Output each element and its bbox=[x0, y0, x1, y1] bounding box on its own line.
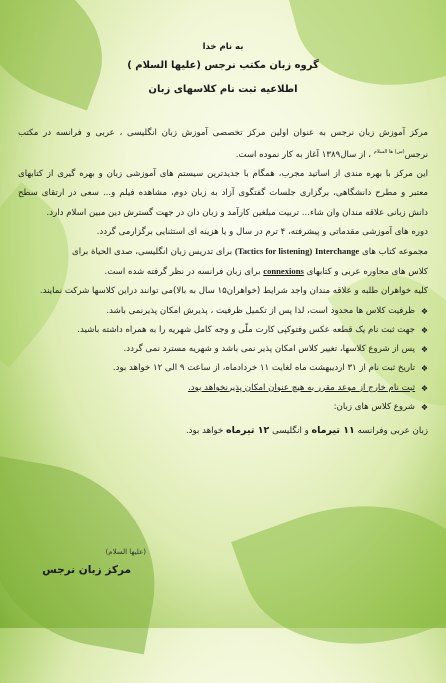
signature-name: مرکز زبان نرجس bbox=[42, 564, 131, 576]
paragraph-books: مجموعه کتاب های Interchange (Tactics for listening) برای تدریس زبان انگلیسی، صدی الحیاة برای bbox=[72, 246, 428, 258]
group-title: گروه زبان مکتب نرجس (علیها السلام ) bbox=[127, 60, 319, 71]
bullet-icon: ❖ bbox=[420, 383, 428, 393]
list-item: ❖ ظرفیت کلاس ها محدود است، لذا پس از تکمیل ظرفیت ، پذیرش امکان پذیرنمی باشد. bbox=[18, 302, 428, 321]
list-item: ❖ جهت ثبت نام یک قطعه عکس وفتوکپی کارت ملّی و وجه کامل شهریه را به همراه داشته باشید. bbox=[18, 321, 428, 340]
bullet-icon: ❖ bbox=[420, 402, 428, 412]
announcement-title: اطلاعیه ثبت نام کلاسهای زبان bbox=[148, 84, 298, 95]
bullet-icon: ❖ bbox=[420, 306, 428, 316]
start-dates: زبان عربی وفرانسه ۱۱ تیرماه و انگلیسی ۱۲ تیرماه خواهد بود. bbox=[185, 424, 428, 436]
signature-note: (علیها السلام) bbox=[105, 548, 146, 556]
list-item: ❖ ثبت نام خارج از موعد مقرر به هیچ عنوان امکان پذیرنخواهد بود. bbox=[18, 379, 428, 398]
list-item: ❖ تاریخ ثبت نام از ۳۱ اردیبهشت ماه لغایت ۱۱ خردادماه، از ساعت ۹ الی ۱۲ خواهد بود. bbox=[18, 359, 428, 378]
paragraph-method: این مرکز با بهره مندی از اساتید مجرب، همگام با جدیدترین سیستم های آموزشی زبان و بهره گیری از کتابهای معتبر و مطرح دانشگاهی، برگزاری جلسات گفتگوی آزاد به زبان دوم، مشاهده فیلم و... سعی در ارتقای سطح دانش زبانی علاقه مندان وان شاء... تربیت مبلغین کارآمد و زبان دان در جهت گسترش دین مبین اسلام دارد. bbox=[18, 169, 428, 218]
rules-list bbox=[18, 302, 428, 417]
bullet-icon: ❖ bbox=[420, 325, 428, 335]
basmala: به نام خدا bbox=[202, 42, 244, 52]
bullet-icon: ❖ bbox=[420, 364, 428, 374]
bullet-icon: ❖ bbox=[420, 345, 428, 355]
list-item: ❖ پس از شروع کلاسها، تغییر کلاس امکان پذیر نمی باشد و شهریه مسترد نمی گردد. bbox=[18, 340, 428, 359]
announcement-body bbox=[18, 124, 428, 441]
paragraph-books-2: کلاس های محاوره عربی و کتابهای connexions برای زبان فرانسه در نظر گرفته شده است. bbox=[104, 266, 428, 278]
paragraph-intro: مرکز آموزش زبان نرجس به عنوان اولین مرکز تخصصی آموزش زبان انگلیسی ، عربی و فرانسه در مکتب نرجس$^{(س) ها السلام}$ ، از سال۱۳۸۹ آغاز به کار نموده است. bbox=[18, 128, 428, 161]
paragraph-courses: دوره های آموزشی مقدماتی و پیشرفته، ۴ ترم در سال و یا هزینه ای استثنایی برگزارمی گردد. bbox=[96, 226, 428, 237]
list-item: ❖ شروع کلاس های زبان: bbox=[18, 398, 428, 417]
paragraph-eligibility: کلیه خواهران طلبه و علاقه مندان واجد شرایط (خواهران۱۵ سال به بالا)می توانند دراین کلاسها شرکت نمایند. bbox=[39, 286, 428, 297]
